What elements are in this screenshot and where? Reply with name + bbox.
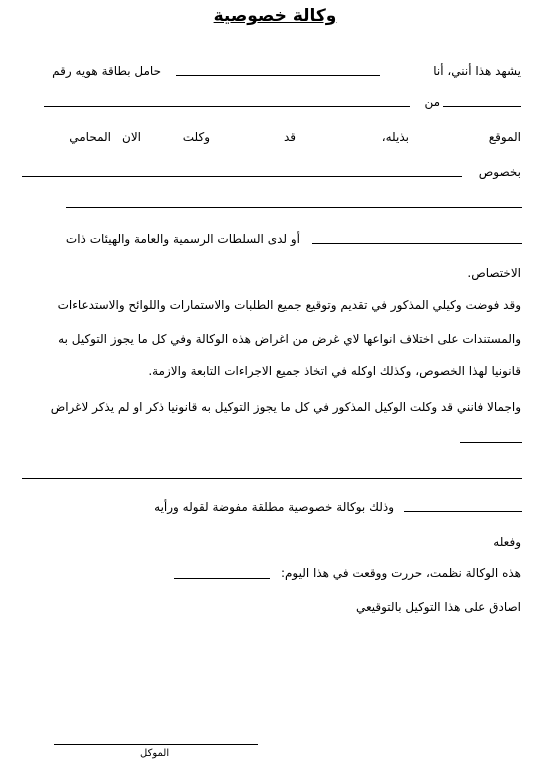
line1-text-b: حامل بطاقة هويه رقم: [52, 64, 161, 78]
para1-line-3: قانونيا لهذا الخصوص، وكذلك اوكله في اتخاذ جميع الاجراءات التابعة والازمة.: [148, 364, 521, 378]
line3-word-6: المحامي: [69, 130, 111, 144]
type-blank[interactable]: [404, 511, 522, 512]
line2-min: من: [424, 95, 440, 109]
line4-text: بخصوص: [478, 165, 521, 179]
para2-line: واجمالا فانني قد وكلت الوكيل المذكور في كل ما يجوز التوكيل به قانونيا ذكر او لم يذكر لاغراض: [50, 400, 521, 414]
line6-text: أو لدى السلطات الرسمية والعامة والهيئات ذات: [65, 232, 300, 246]
signature-label: الموكل: [140, 748, 170, 759]
name-blank[interactable]: [176, 75, 380, 76]
date-blank[interactable]: [174, 578, 270, 579]
line3-word-1: الموقع: [488, 130, 521, 144]
type-text: وذلك بوكالة خصوصية مطلقة مفوضة لقوله ورأيه: [154, 500, 394, 514]
para1-line-2: والمستندات على اختلاف انواعها لاي غرض من اغراض هذه الوكالة وفي كل ما يجوز التوكيل به: [58, 332, 521, 346]
authority-blank[interactable]: [312, 243, 522, 244]
document-title: وكالة خصوصية: [213, 6, 337, 26]
line3-word-3: قد: [283, 130, 296, 144]
line1-text-a: يشهد هذا أنني، أنا: [433, 64, 521, 78]
date-text: هذه الوكالة نظمت، حررت ووقعت في هذا اليوم:: [280, 566, 521, 580]
line3-word-2: بذيله،: [381, 130, 409, 144]
issued-from-blank[interactable]: [44, 106, 410, 107]
purpose-blank-2[interactable]: [22, 478, 522, 479]
para1-line-1: وقد فوضت وكيلي المذكور في تقديم وتوقيع جميع الطلبات والاستمارات واللوائح والاستدعاءات: [57, 298, 521, 312]
line7-text: الاختصاص.: [467, 266, 521, 280]
regarding-blank[interactable]: [22, 176, 462, 177]
approve-text: اصادق على هذا التوكيل بالتوقيعي: [355, 600, 521, 614]
act-text: وفعله: [493, 535, 521, 549]
purpose-blank-1[interactable]: [460, 442, 522, 443]
line3-word-4: وكلت: [182, 130, 210, 144]
regarding-blank-2[interactable]: [66, 207, 522, 208]
line3-word-5: الان: [122, 130, 141, 144]
id-number-blank[interactable]: [443, 106, 521, 107]
signature-line[interactable]: [54, 744, 258, 745]
